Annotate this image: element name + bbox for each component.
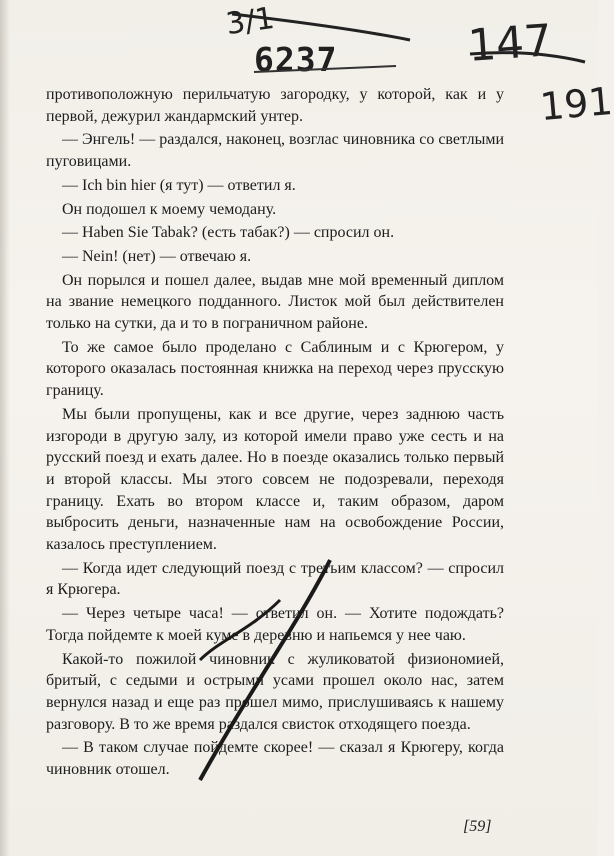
paragraph: То же самое было проделано с Саблиным и с Крюгером, у которого оказалась постоянная книжка на переход через прусскую границу. [46, 338, 504, 400]
paragraph: — В таком случае пойдемте скорее! — сказал я Крюгеру, когда чиновник отошел. [46, 739, 504, 779]
paragraph: — Nein! (нет) — отвечаю я. [62, 247, 252, 265]
handwritten-number-side: 191 [538, 78, 614, 130]
paragraph: — Энгель! — раздался, наконец, возглас чиновника со светлыми пуговицами. [46, 131, 504, 171]
paragraph: — Через четыре часа! — ответил он. — Хотите подождать? Тогда пойдемте к моей куме в деревню и напьемся у нее чаю. [46, 605, 504, 644]
paragraph: — Когда идет следующий поезд с третьим классом? — спросил я Крюгера. [46, 559, 504, 599]
body-text [46, 84, 504, 781]
handwritten-note-top: 3/1 [223, 0, 277, 43]
paragraph: Мы были пропущены, как и все другие, через заднюю часть изгороди в другую залу, из которой имели право уже сесть и на русский поезд и ехать далее. Но в поезде оказались только первый и второй классы. Мы этого совсем не подозревали, переходя границу. Ехать во втором классе и, таким образом, даром выбросить деньги, назначенные нам на освобождение России, казалось преступлением. [46, 405, 504, 554]
stamped-number: 6237 [254, 40, 338, 79]
paragraph: Он порылся и пошел далее, выдав мне мой временный диплом на звание немецкого подданного. Листок мой был действителен только на сутки, да и то в пограничном районе. [46, 271, 504, 333]
paragraph: Какой-то пожилой чиновник с жуликоватой физиономией, бритый, с седыми и острыми усами прошел около нас, затем вернулся назад и еще раз прошел мимо, прислушиваясь к нашему разговору. В то же время раздался свисток отходящего поезда. [46, 650, 504, 733]
paragraph: — Ich bin hier (я тут) — ответил я. [62, 176, 296, 194]
paragraph: противоположную перильчатую загородку, у которой, как и у первой, дежурил жандармский унтер. [46, 86, 504, 125]
paragraph: Он подошел к моему чемодану. [62, 200, 277, 218]
handwritten-number-right: 147 [466, 15, 554, 72]
paragraph: — Haben Sie Tabak? (есть табак?) — спросил он. [62, 224, 395, 242]
page-number: [59] [463, 818, 492, 835]
